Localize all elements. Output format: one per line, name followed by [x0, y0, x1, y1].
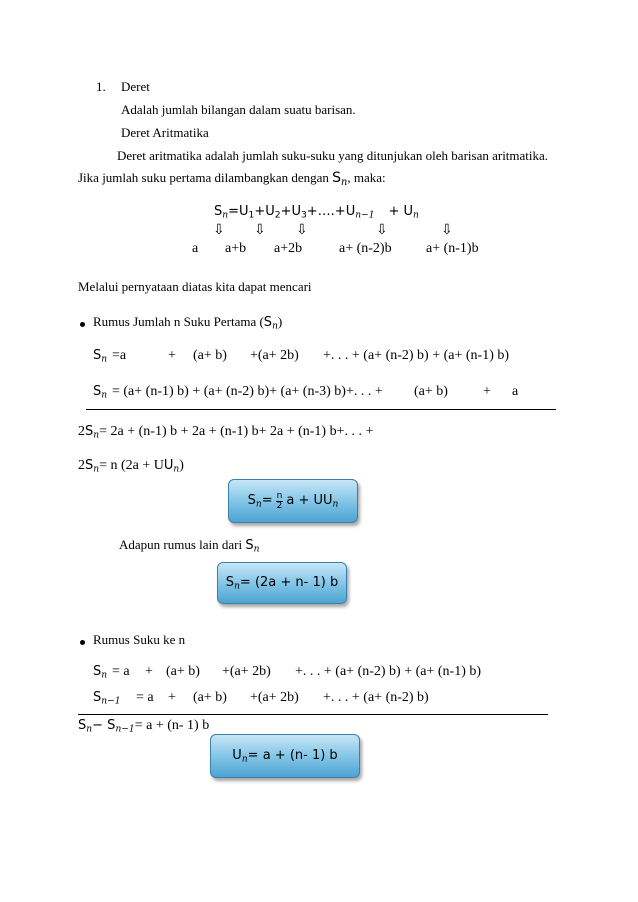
sum-row-1-rest: +. . . + (a+ (n-2) b) + (a+ (n-1) b): [323, 348, 510, 363]
value-a-plus-2b: a+2b: [274, 241, 303, 256]
down-arrow-icon: ⇩: [254, 222, 266, 238]
divider-line: [78, 714, 548, 715]
formula-box-un: $U_n= a + (n-$ 1) b: [210, 734, 360, 778]
suku-row-1: $S_n$: [93, 664, 108, 681]
melalui-text: Melalui pernyataan diatas kita dapat mencari: [78, 279, 312, 294]
sum-row-2-main: = (a+ (n-1) b) + (a+ (n-2) b)+ (a+ (n-3) b)+. . . +: [112, 384, 383, 399]
value-a-n2b: a+ (n-2)b: [339, 241, 392, 256]
divider-line: [86, 409, 556, 410]
suku-row-2: $S_{n-1}$: [93, 690, 121, 707]
suku-row-2-rest: +. . . + (a+ (n-2) b): [323, 690, 429, 705]
definition-text: Adalah jumlah bilangan dalam suatu barisan.: [121, 102, 356, 117]
sub-definition: Deret aritmatika adalah jumlah suku-suku yang ditunjukan oleh barisan aritmatika.: [117, 148, 549, 163]
sum-row-2: $S_n$: [93, 384, 108, 401]
adapun-text: Adapun rumus lain dari $S_n$: [119, 537, 260, 555]
suku-row-1-rest: +. . . + (a+ (n-2) b) + (a+ (n-1) b): [295, 664, 482, 679]
suku-row-1-a: = a: [112, 664, 130, 679]
down-arrow-icon: ⇩: [441, 222, 453, 238]
down-arrow-icon: ⇩: [296, 222, 308, 238]
sum-row-1-term-ab: (a+ b): [193, 348, 227, 363]
intro-sentence: Jika jumlah suku pertama dilambangkan dengan $S_n$, maka:: [78, 170, 386, 188]
subtitle: Deret Aritmatika: [121, 125, 209, 140]
down-arrow-icon: ⇩: [213, 222, 225, 238]
list-number: 1.: [96, 79, 106, 94]
suku-row-2-a2b: +(a+ 2b): [250, 690, 299, 705]
bullet-rumus-jumlah: Rumus Jumlah n Suku Pertama $(S_n)$: [93, 314, 283, 332]
sum-row-4: $2S_n= n$ $(2a + UU_n)$: [78, 458, 184, 475]
value-a-n1b: a+ (n-1)b: [426, 241, 479, 256]
bullet: [80, 640, 85, 645]
suku-row-1-plus: +: [145, 664, 153, 679]
bullet-rumus-suku: Rumus Suku ke n: [93, 632, 186, 647]
formula-box-sn-alt: $S_n= (2a + n-$ 1) b: [217, 562, 347, 604]
sum-row-3: $2S_n= 2a + (n-1) b + 2a + (n-1)$ b+ 2a + (n-1) b+. . . +: [78, 424, 374, 441]
sum-row-1: $S_n$: [93, 348, 108, 365]
down-arrow-icon: ⇩: [376, 222, 388, 238]
series-formula: $S_n=U_1+U_2+U_3+\dots.+U_{n-1} + U_n$: [214, 204, 419, 221]
sum-row-2-ab: (a+ b): [414, 384, 448, 399]
sum-row-2-plus: +: [483, 384, 491, 399]
suku-row-2-a: = a: [136, 690, 154, 705]
value-a-plus-b: a+b: [225, 241, 247, 256]
bullet: [80, 322, 85, 327]
suku-row-2-ab: (a+ b): [193, 690, 227, 705]
suku-row-1-ab: (a+ b): [166, 664, 200, 679]
section-title: Deret: [121, 79, 150, 94]
sum-row-1-term-a: =a: [112, 348, 127, 363]
suku-row-3: $S_n- S_{n-1}= a + (n-$ 1) b: [78, 718, 210, 735]
sum-row-1-plus: +: [168, 348, 176, 363]
suku-row-1-a2b: +(a+ 2b): [222, 664, 271, 679]
sum-row-2-a: a: [512, 384, 519, 399]
sum-row-1-term-a2b: +(a+ 2b): [250, 348, 299, 363]
formula-box-sn: $S_n=$ $\frac{n}{2}$ $a + UU_n$: [228, 479, 358, 523]
suku-row-2-plus: +: [168, 690, 176, 705]
value-a: a: [192, 241, 199, 256]
